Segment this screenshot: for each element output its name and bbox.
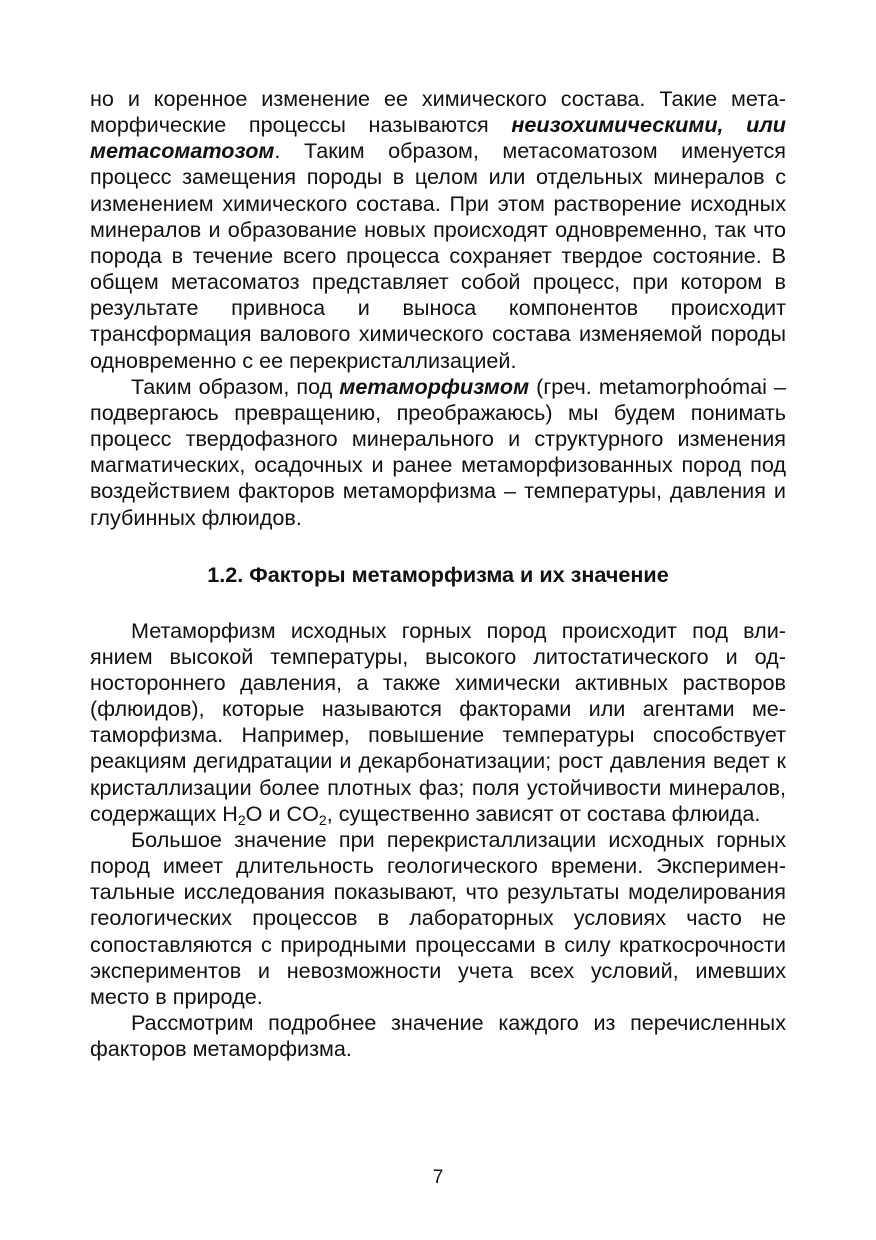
paragraph-text: (греч. metamorphoómai – подвергаюсь превращению, преображаюсь) мы будем понимать процесс твердофазного минерального и структурного изменения магматических, осадочных и ранее метаморфизованных пород под воздействием факторов метаморфизма – температуры, давления и глубинных флюидов. (90, 373, 787, 530)
subscript: 2 (237, 811, 246, 828)
page-number: 7 (432, 1167, 444, 1188)
paragraph-text: но и коренное изменение ее химического состава. Такие метаморфические процессы называются (90, 86, 786, 138)
section-heading: 1.2. Факторы метаморфизма и их значение (207, 561, 669, 587)
paragraph-metamorphism-definition (90, 374, 786, 531)
paragraph-metasomatism (90, 86, 786, 374)
paragraph-factors (90, 618, 786, 827)
emphasized-term: метаморфизмом (339, 373, 530, 399)
emphasized-term: неизохимическими, или метасоматозом (90, 112, 786, 164)
paragraph-geologic-time: Большое значение при перекристаллизации исходных горных пород имеет длительность геологического времени. Экспериментальные исследования показывают, что результаты моделирования геологических процессов в лабораторных условиях часто не сопоставляются с природными процессами в силу краткосрочности экспериментов и невозможности учета всех условий, имевших место в природе. (90, 826, 786, 1009)
paragraph-text: Метаморфизм исходных горных пород происходит под влиянием высокой температуры, высокого литостатического и одностороннего давления, а также химически активных растворов (флюидов), которые называются факторами или агентами метаморфизма. Например, повышение температуры способствует реакциям дегидратации и декарбонатизации; рост давления ведет к кристаллизации более плотных фаз; поля устойчивости минералов, содержащих H (90, 617, 786, 826)
page-body (90, 86, 786, 1062)
paragraph-text: , существенно зависят от состава флюида. (326, 800, 761, 826)
paragraph-text: . Таким образом, метасоматозом именуется процесс замещения породы в целом или отдельных минералов с изменением химического состава. При этом растворение исходных минералов и образование новых происходят одновременно, так что порода в течение всего процесса сохраняет твердое состояние. В общем метасоматоз представляет собой процесс, при котором в результате привноса и выноса компонентов происходит трансформация валового химического состава изменяемой породы одновременно с ее перекристаллизацией. (90, 138, 786, 373)
paragraph-text: Таким образом, под (131, 373, 340, 399)
subscript: 2 (318, 811, 327, 828)
paragraph-conclusion: Рассмотрим подробнее значение каждого из перечисленных факторов метаморфизма. (90, 1010, 786, 1062)
paragraph-text: O и CO (245, 800, 319, 826)
